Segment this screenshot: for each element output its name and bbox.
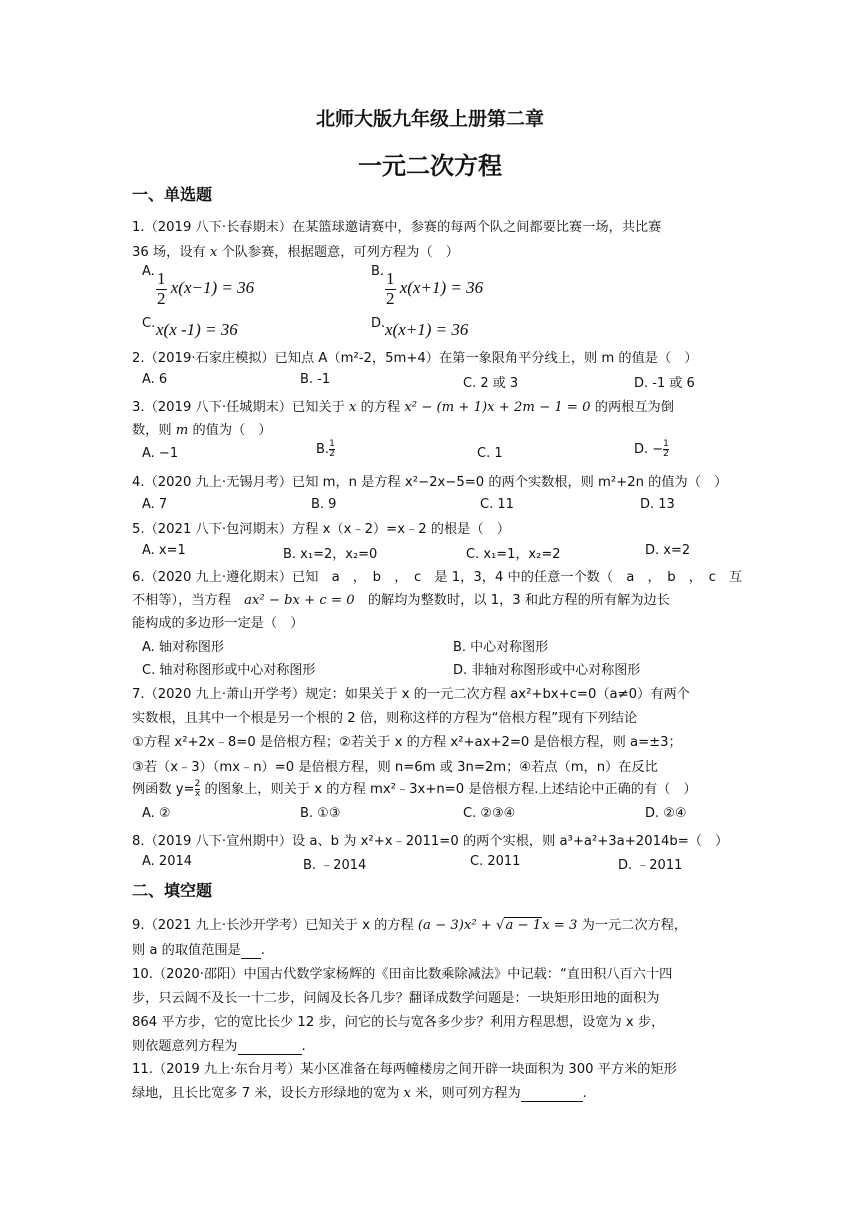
- fraction-denominator: x: [194, 788, 201, 799]
- fraction-denominator: 2: [329, 449, 335, 459]
- option-label: D. −: [634, 442, 664, 457]
- question-8-line-1: 8.（2019 八下·宣州期中）设 a、b 为 x²+x﹣2011=0 的两个实根，则 a³+a²+3a+2014b=（ ）: [132, 834, 729, 849]
- question-6-option-d: D. 非轴对称图形或中心对称图形: [453, 663, 641, 678]
- question-10-line-2: 步，只云阔不及长一十二步，问阔及长各几步？翻译成数学问题是：一块矩形田地的面积为: [132, 991, 660, 1006]
- equation-part: x = 3: [542, 918, 578, 933]
- question-6-option-b: B. 中心对称图形: [453, 640, 549, 655]
- question-2-option-c: C. 2 或 3: [463, 376, 519, 391]
- fraction-numerator: 1: [663, 439, 669, 449]
- period: .: [582, 1086, 587, 1101]
- fraction-denominator: 2: [663, 449, 669, 459]
- text: 36 场，设有: [132, 245, 210, 260]
- question-1-option-c-label: C.: [142, 316, 156, 331]
- question-3-line-1: [132, 396, 732, 415]
- text: 为一元二次方程，: [577, 918, 688, 933]
- equation-part: (a − 3)x² +: [417, 918, 497, 933]
- text: 米，则可列方程为: [410, 1086, 521, 1101]
- question-11-line-2: [132, 1082, 732, 1102]
- question-3-option-d: [634, 440, 669, 459]
- question-1-option-b-label: B.: [371, 264, 385, 279]
- question-5-option-d: D. x=2: [645, 543, 691, 558]
- question-1-option-b-formula: [385, 270, 483, 308]
- question-2-line-1: 2.（2019·石家庄模拟）已知点 A（m²-2，5m+4）在第一象限角平分线上，则 m 的值是（ ）: [132, 351, 698, 366]
- question-7-line-5: [132, 778, 732, 799]
- question-1-option-d-formula: x(x+1) = 36: [385, 320, 469, 339]
- fraction-numerator: 2: [194, 778, 201, 789]
- question-8-option-d: D. ﹣2011: [618, 858, 683, 873]
- fraction-numerator: 1: [329, 439, 335, 449]
- option-label: B.: [316, 442, 330, 457]
- question-3-option-b: [316, 440, 335, 459]
- fraction-numerator: 1: [157, 269, 166, 288]
- text: 不相等），当方程: [132, 593, 245, 608]
- period: .: [301, 1039, 306, 1054]
- question-4-option-d: D. 13: [640, 497, 675, 512]
- question-1-line-2: [132, 241, 732, 260]
- question-2-option-b: B. -1: [300, 372, 331, 387]
- question-7-option-a: A. ②: [142, 806, 171, 821]
- question-7-line-3: ①方程 x²+2x﹣8=0 是倍根方程；②若关于 x 的方程 x²+ax+2=0 是倍根方程，则 a=±3；: [132, 735, 682, 750]
- question-3-option-c: C. 1: [477, 446, 503, 461]
- answer-blank[interactable]: [238, 1039, 302, 1055]
- question-1-option-a-label: A.: [142, 264, 155, 279]
- question-9-line-2: [132, 939, 732, 959]
- question-7-line-1: 7.（2020 九上·萧山开学考）规定：如果关于 x 的一元二次方程 ax²+bx+c=0（a≠0）有两个: [132, 687, 690, 702]
- variable-x: x: [209, 245, 218, 260]
- question-4-option-c: C. 11: [480, 497, 514, 512]
- question-5-option-a: A. x=1: [142, 543, 186, 558]
- question-5-option-c: C. x₁=1，x₂=2: [466, 547, 561, 562]
- text: 3.（2019 八下·任城期末）已知关于: [132, 400, 349, 415]
- sqrt-symbol: √: [496, 918, 505, 933]
- fraction-numerator: 1: [386, 269, 395, 288]
- text: 例函数 y=: [132, 782, 195, 797]
- text: 的解均为整数时，以 1，3 和此方程的所有解为边长: [354, 593, 670, 608]
- equation: ax² − bx + c = 0: [244, 593, 355, 608]
- text: 9.（2021 九上·长沙开学考）已知关于 x 的方程: [132, 918, 418, 933]
- question-2-option-d: D. -1 或 6: [634, 376, 695, 391]
- question-10-line-4: [132, 1035, 732, 1055]
- sqrt-radicand: a − 1: [505, 918, 542, 933]
- text: 的两根互为倒: [590, 400, 674, 415]
- question-8-option-b: B. ﹣2014: [303, 858, 367, 873]
- question-1-option-d-label: D.: [371, 316, 386, 331]
- variable-x: x: [403, 1086, 411, 1101]
- document-subtitle: 一元二次方程: [358, 152, 502, 180]
- question-11-line-1: 11.（2019 九上·东台月考）某小区准备在每两幢楼房之间开辟一块面积为 300 平方米的矩形: [132, 1062, 677, 1077]
- question-7-line-4: ③若（x﹣3）（mx﹣n）=0 是倍根方程，则 n=6m 或 3n=2m；④若点（m，n）在反比: [132, 760, 658, 775]
- fraction-denominator: 2: [157, 288, 166, 308]
- period: .: [260, 943, 265, 958]
- question-7-line-2: 实数根，且其中一个根是另一个根的 2 倍，则称这样的方程为“倍根方程”现有下列结论: [132, 711, 638, 726]
- equation: x² − (m + 1)x + 2m − 1 = 0: [404, 400, 591, 415]
- question-2-option-a: A. 6: [142, 372, 168, 387]
- question-1-line-1: 1.（2019 八下·长春期末）在某篮球邀请赛中，参赛的每两个队之间都要比赛一场，共比赛: [132, 220, 662, 235]
- question-6-line-2: [132, 589, 732, 608]
- question-5-option-b: B. x₁=2，x₂=0: [283, 547, 378, 562]
- text: 的方程: [356, 400, 405, 415]
- formula-text: x(x−1) = 36: [170, 278, 255, 298]
- section-heading-single-choice: 一、单选题: [132, 185, 213, 204]
- question-7-option-c: C. ②③④: [463, 806, 516, 821]
- question-10-line-1: 10.（2020·邵阳）中国古代数学家杨辉的《田亩比数乘除减法》中记载：“直田积八百六十四: [132, 967, 673, 982]
- question-8-option-c: C. 2011: [470, 854, 521, 869]
- document-title: 北师大版九年级上册第二章: [315, 108, 544, 130]
- question-3-option-a: A. −1: [142, 446, 179, 461]
- section-heading-fill-in: 二、填空题: [132, 881, 213, 900]
- question-6-line-1: 6.（2020 九上·遵化期末）已知 a ， b ， c 是 1，3，4 中的任意一个数（ a ， b ， c 互: [132, 570, 743, 585]
- variable-m: m: [175, 423, 189, 438]
- question-6-option-c: C. 轴对称图形或中心对称图形: [142, 663, 316, 678]
- text: 的图象上，则关于 x 的方程 mx²﹣3x+n=0 是倍根方程.上述结论中正确的有（ ）: [200, 782, 697, 797]
- fraction-denominator: 2: [386, 288, 395, 308]
- question-4-option-b: B. 9: [311, 497, 337, 512]
- question-5-line-1: 5.（2021 八下·包河期末）方程 x（x﹣2）=x﹣2 的根是（ ）: [132, 522, 510, 537]
- text: 的值为（ ）: [188, 423, 272, 438]
- text: 个队参赛，根据题意，可列方程为（ ）: [217, 245, 459, 260]
- question-7-option-b: B. ①③: [300, 806, 341, 821]
- question-8-option-a: A. 2014: [142, 854, 193, 869]
- question-10-line-3: 864 平方步，它的宽比长少 12 步，问它的长与宽各多少步？利用方程思想，设宽为 x 步，: [132, 1015, 665, 1030]
- formula-text: x(x+1) = 36: [399, 278, 484, 298]
- text: 绿地，且长比宽多 7 米，设长方形绿地的宽为: [132, 1086, 404, 1101]
- question-1-option-c-formula: x(x -1) = 36: [156, 320, 238, 339]
- question-9-line-1: [132, 914, 732, 933]
- question-6-option-a: A. 轴对称图形: [142, 640, 224, 655]
- question-3-line-2: [132, 419, 732, 438]
- question-4-line-1: 4.（2020 九上·无锡月考）已知 m，n 是方程 x²−2x−5=0 的两个实数根，则 m²+2n 的值为（ ）: [132, 475, 728, 490]
- question-4-option-a: A. 7: [142, 497, 168, 512]
- text: 数，则: [132, 423, 176, 438]
- text: 则 a 的取值范围是: [132, 943, 241, 958]
- question-7-option-d: D. ②④: [645, 806, 687, 821]
- question-6-line-3: 能构成的多边形一定是（ ）: [132, 616, 304, 631]
- question-1-option-a-formula: [156, 270, 254, 308]
- answer-blank[interactable]: [521, 1086, 583, 1102]
- text: 则依题意列方程为: [132, 1039, 238, 1054]
- variable-x: x: [348, 400, 357, 415]
- answer-blank[interactable]: [241, 943, 261, 959]
